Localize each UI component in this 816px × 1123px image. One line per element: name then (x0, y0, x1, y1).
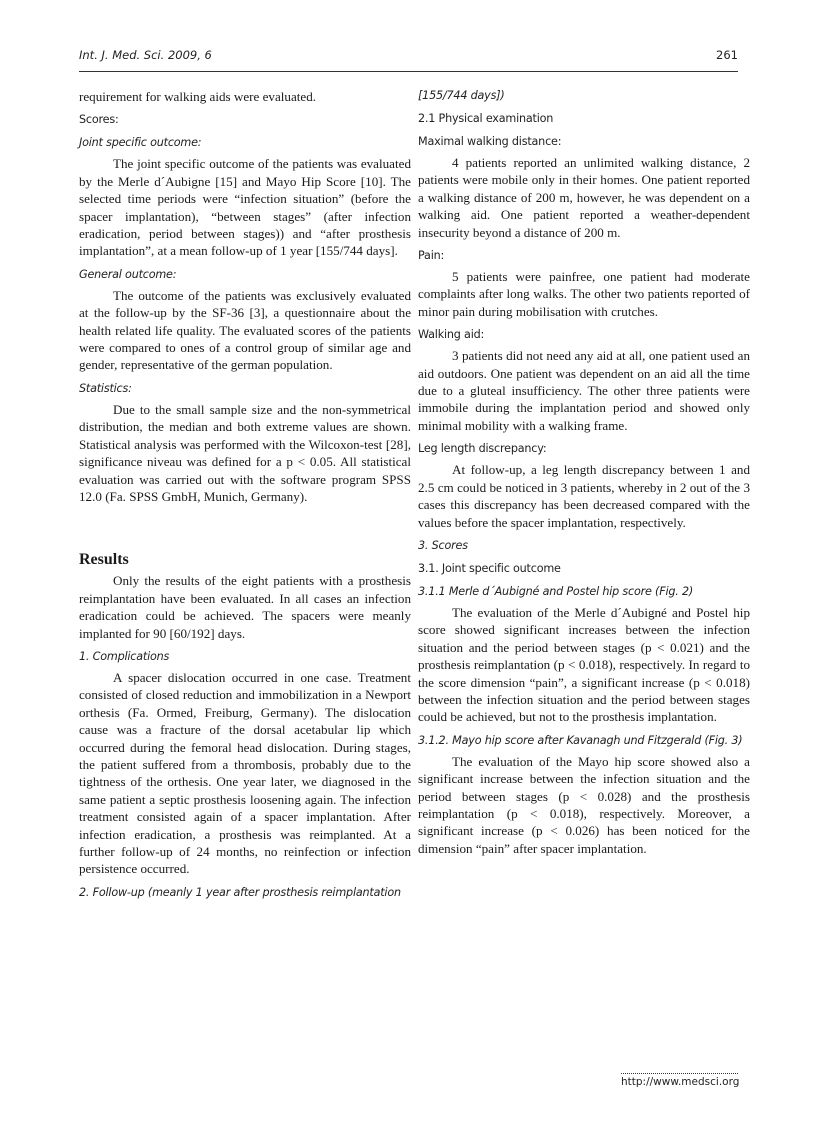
results-paragraph: Only the results of the eight patients with a prosthesis reimplantation have been evaluated. In all cases an infection eradication could be achieved. The spacers were meanly implanted for 90 [60/192] days. (79, 573, 411, 641)
section-spacer (79, 505, 411, 551)
walking-aid-heading: Walking aid: (418, 328, 485, 342)
merle-score-heading: 3.1.1 Merle d´Aubigné and Postel hip score (Fig. 2) (418, 584, 694, 598)
left-column (79, 88, 411, 905)
complications-paragraph: A spacer dislocation occurred in one case. Treatment consisted of closed reduction and immobilization in a Newport orthesis (Fa. Ormed, Freiburg, Germany). The dislocation cause was a fracture of the dorsal acetabular lip which occurred during the femoral head dislocation. During stages, the patient suffered from a thrombosis, probably due to the tightness of the orthesis. One year later, we diagnosed in the same patient a septic prosthesis loosening again. The infection treatment consisted again of a spacer implantation. After infection eradication, a prosthesis was reimplanted. At a further follow-up of 24 months, no reinfection or infection persistence occurred. (79, 669, 411, 877)
statistics-heading: Statistics: (79, 381, 132, 395)
walking-distance-heading: Maximal walking distance: (418, 135, 562, 148)
mayo-score-paragraph: The evaluation of the Mayo hip score showed also a significant increase between the infection situation and the period between stages (p < 0.028) and the prosthesis reimplantation (p < 0.018), respectively. Moreover, a significant increase (p < 0.026) has been noticed for the dimension “pain” after spacer implantation. (418, 753, 750, 856)
intro-tail-paragraph: requirement for walking aids were evaluated. (79, 89, 317, 104)
right-column (418, 88, 750, 857)
scores-section-heading: 3. Scores (418, 538, 468, 552)
footer-divider (621, 1073, 738, 1074)
joint-specific-outcome-heading: Joint specific outcome: (79, 136, 202, 150)
leg-length-paragraph: At follow-up, a leg length discrepancy between 1 and 2.5 cm could be noticed in 3 patients, whereby in 2 out of the 3 cases this discrepancy has been decreased compared with the values before the spacer implantation, respectively. (418, 462, 750, 530)
joint-specific-outcome-paragraph: The joint specific outcome of the patients was evaluated by the Merle d´Aubigne [15] and Mayo Hip Score [10]. The selected time periods were “infection situation” (before the spacer implantation), “between stages” (after infection eradication, period between stages)) and “after prosthesis implantation”, at a mean follow-up of 1 year [155/744 days]. (79, 156, 411, 259)
pain-heading: Pain: (418, 249, 445, 263)
page-number: 261 (716, 48, 738, 62)
physical-examination-heading: 2.1 Physical examination (418, 112, 554, 125)
journal-url-link[interactable]: http://www.medsci.org (621, 1076, 740, 1088)
journal-citation: Int. J. Med. Sci. 2009, 6 (79, 48, 212, 62)
results-heading: Results (79, 551, 129, 569)
walking-aid-paragraph: 3 patients did not need any aid at all, one patient used an aid outdoors. One patient was dependent on an aid all the time due to a gluteal insufficiency. The other three patients were immobile during the implantation period and showed only minimal mobility with a walking frame. (418, 348, 750, 433)
followup-heading-continued: [155/744 days]) (418, 89, 505, 102)
scores-heading: Scores: (79, 113, 119, 127)
pain-paragraph: 5 patients were painfree, one patient had moderate complaints after long walks. The other two patients reported of minor pain during mobilisation with crutches. (418, 269, 750, 319)
general-outcome-paragraph: The outcome of the patients was exclusively evaluated at the follow-up by the SF-36 [3], a questionnaire about the health related life quality. The evaluated scores of the patients were compared to ones of a control group of similar age and gender, representative of the german population. (79, 287, 411, 373)
mayo-score-heading: 3.1.2. Mayo hip score after Kavanagh und Fitzgerald (Fig. 3) (418, 733, 743, 747)
statistics-paragraph: Due to the small sample size and the non-symmetrical distribution, the median and both extreme values are shown. Statistical analysis was performed with the Wilcoxon-test [28], significance niveau was defined for a p < 0.05. All statistical evaluation was carried out with the software program SPSS 12.0 (Fa. SPSS GmbH, Munich, Germany). (79, 401, 411, 504)
followup-heading: 2. Follow-up (meanly 1 year after prosthesis reimplantation (79, 885, 401, 899)
complications-heading: 1. Complications (79, 649, 170, 663)
leg-length-heading: Leg length discrepancy: (418, 442, 547, 456)
header-divider (79, 71, 738, 72)
walking-distance-paragraph: 4 patients reported an unlimited walking distance, 2 patients were mobile only in their homes. One patient reported a walking distance of 200 m, however, he was dependent on a walking aid. One patient reported a weather-dependent insecurity beyond a distance of 200 m. (418, 155, 750, 240)
general-outcome-heading: General outcome: (79, 267, 177, 281)
merle-score-paragraph: The evaluation of the Merle d´Aubigné and Postel hip score showed significant increases between the infection situation and the period between stages (p < 0.021) and the prosthesis reimplantation (p < 0.018), respectively. In regard to the score dimension “pain”, a significant increase (p < 0.018) between the infection situation and the period between stages could be achieved, but not to the prosthesis implantation. (418, 604, 750, 725)
joint-outcome-heading: 3.1. Joint specific outcome (418, 561, 561, 575)
